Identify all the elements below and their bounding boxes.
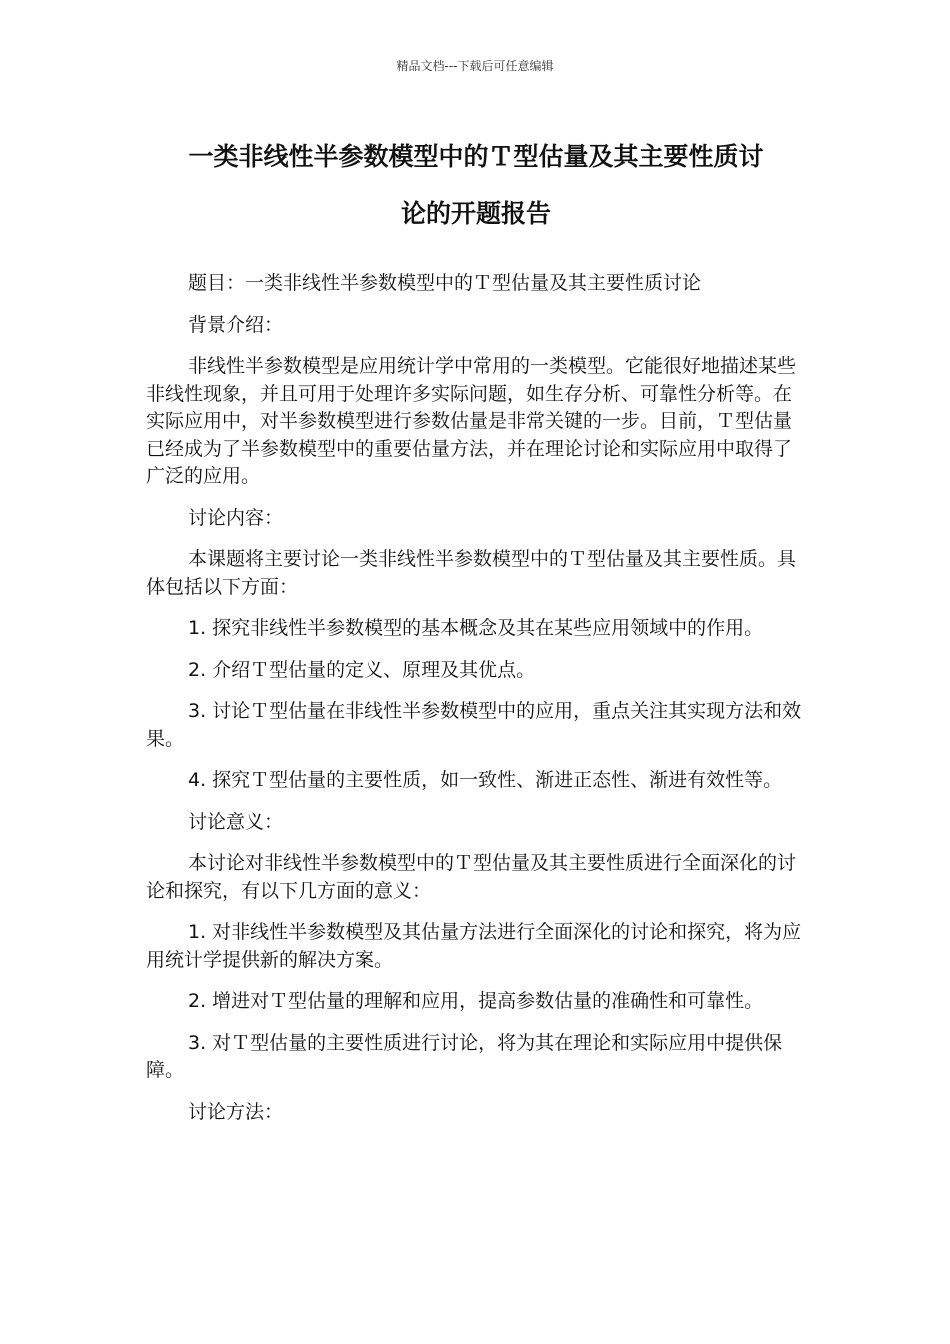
background-paragraph: 非线性半参数模型是应用统计学中常用的一类模型。它能很好地描述某些非线性现象，并且可用于处理许多实际问题，如生存分析、可靠性分析等。在实际应用中，对半参数模型进行参数估量是非常关键的一步。目前，Ｔ型估量已经成为了半参数模型中的重要估量方法，并在理论讨论和实际应用中取得了广泛的应用。 (146, 355, 797, 487)
section-heading-background: 背景介绍： (188, 313, 284, 336)
document-title (146, 128, 806, 242)
title-line-1: 一类非线性半参数模型中的Ｔ型估量及其主要性质讨 (188, 142, 764, 171)
content-item-4: 4. 探究Ｔ型估量的主要性质，如一致性、渐进正态性、渐进有效性等。 (188, 769, 783, 791)
significance-item-3: 3. 对Ｔ型估量的主要性质进行讨论，将为其在理论和实际应用中提供保障。 (146, 1031, 783, 1081)
document-body (146, 270, 808, 1140)
section-heading-method: 讨论方法： (188, 1100, 284, 1123)
significance-item-2: 2. 增进对Ｔ型估量的理解和应用，提高参数估量的准确性和可靠性。 (188, 990, 764, 1012)
topic-line: 题目：一类非线性半参数模型中的Ｔ型估量及其主要性质讨论 (188, 272, 702, 294)
content-item-1: 1. 探究非线性半参数模型的基本概念及其在某些应用领域中的作用。 (188, 617, 764, 639)
content-intro-paragraph: 本课题将主要讨论一类非线性半参数模型中的Ｔ型估量及其主要性质。具体包括以下方面： (146, 548, 797, 598)
significance-intro-paragraph: 本讨论对非线性半参数模型中的Ｔ型估量及其主要性质进行全面深化的讨论和探究，有以下几方面的意义： (146, 852, 797, 902)
header-note: 精品文档---下载后可任意编辑 (396, 59, 554, 73)
content-item-2: 2. 介绍Ｔ型估量的定义、原理及其优点。 (188, 658, 536, 681)
section-heading-significance: 讨论意义： (188, 810, 284, 833)
section-heading-content: 讨论内容： (188, 506, 284, 529)
title-line-2: 论的开题报告 (400, 199, 551, 228)
content-item-3: 3. 讨论Ｔ型估量在非线性半参数模型中的应用，重点关注其实现方法和效果。 (146, 700, 802, 750)
significance-item-1: 1. 对非线性半参数模型及其估量方法进行全面深化的讨论和探究，将为应用统计学提供新的解决方案。 (146, 921, 802, 971)
